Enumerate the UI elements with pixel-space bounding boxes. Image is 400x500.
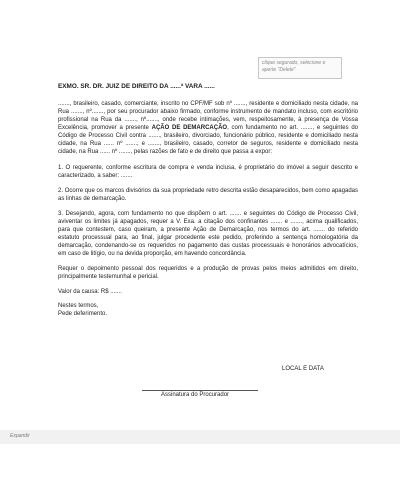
item-3-paragraph: 3. Desejando, agora, com fundamento no que dispõem o art. ....... e seguintes do Código de Processo Civil, aviventar os limites já apagados, requer a V. Exa. a citação dos confinantes ....... e ......., acima qualificados, para que contestem, caso queiram, a presente Ação de Demarcação, nos termos do art. ....... do referido estatuto processual para, ao final, julgar procedente este pedido, proferindo a sentença homologatória da demarcação, condenando-se os requeridos no pagamento das custas processuais e honorários advocatícios, em caso de litígio, ou na devida proporção, em havendo concordância. xyxy=(58,211,358,257)
action-name: AÇÃO DE DEMARCAÇÃO xyxy=(151,125,228,131)
signature-label: Assinatura do Procurador xyxy=(161,392,230,398)
signature-line xyxy=(142,390,258,391)
item-1-paragraph: 1. O requerente, conforme escritura de compra e venda inclusa, é proprietário do imóvel a seguir descrito e caracterizado, a saber: ....... xyxy=(58,165,358,179)
item-2-paragraph: 2. Ocorre que os marcos divisórios da sua propriedade retro descrita estão desaparecidos, bem como apagadas as linhas de demarcação. xyxy=(58,188,358,202)
expand-link[interactable]: Expandir xyxy=(10,433,30,439)
delete-hint-line-2: aperte "Delete" xyxy=(262,67,296,73)
closing-line-2: Pede deferimento. xyxy=(58,311,108,317)
document-body xyxy=(58,83,358,318)
delete-hint-line-1: clique segurado, selecione e xyxy=(262,60,326,66)
closing-line-1: Nestes termos, xyxy=(58,303,99,309)
intro-text-start: ......., brasileiro, casado, comerciante, inscrito no CPF/MF sob nº ......., residente e domiciliado nesta cidade, na Rua ......., nº......., por seu procurador abaixo firmado, conforme instrumento de mandato incluso, com escritório profissional na Rua da ......., nº......., onde recebe intimações, vem, respeitosamente, à presença de Vossa Excelência, promover a presente xyxy=(58,101,358,131)
local-and-date: LOCAL E DATA xyxy=(282,366,324,372)
intro-text-end: , com fundamento no art. ......., e seguintes do Código de Processo Civil contra ......., brasileiro, divorciado, funcionário público, residente e domiciliado nesta cidade, na Rua ...... nº ......., e ......., brasileiro, casado, corretor de seguros, residente e domiciliado nesta cidade, na Rua ...... nº ......., pelas razões de fato e de direito que passa a expor: xyxy=(58,125,358,155)
request-paragraph: Requer o depoimento pessoal dos requeridos e a produção de provas pelos meios admitidos em direito, principalmente testemunhal e pericial. xyxy=(58,266,358,280)
bottom-bar xyxy=(0,430,400,444)
intro-paragraph xyxy=(58,100,358,156)
document-title: EXMO. SR. DR. JUIZ DE DIREITO DA ......ª VARA ...... xyxy=(58,83,215,90)
case-value: Valor da causa: R$ ....... xyxy=(58,289,122,295)
delete-hint-box xyxy=(258,57,342,79)
